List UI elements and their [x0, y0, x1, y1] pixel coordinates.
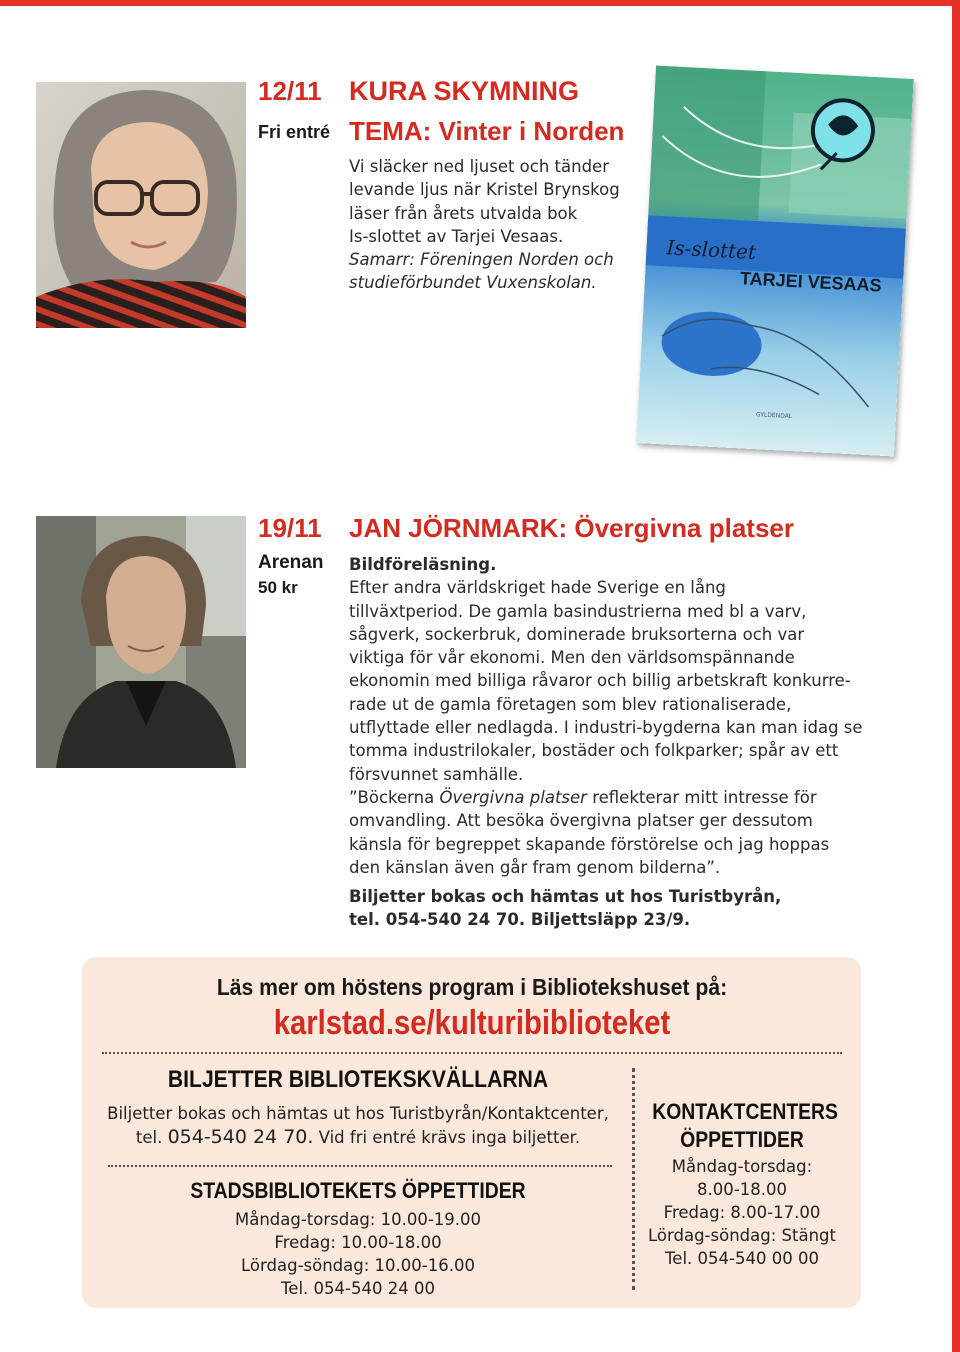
- event1-title: KURA SKYMNING: [349, 76, 580, 106]
- contact-hours-heading: [652, 1098, 838, 1154]
- event1-organizer: studieförbundet Vuxenskolan.: [349, 273, 597, 293]
- event2-tickets: tel. 054-540 24 70. Biljettsläpp 23/9.: [349, 910, 691, 930]
- event2-quote-line: omvandling. Att besöka övergivna platser ger dessutom: [349, 811, 813, 831]
- tickets-note: Vid fri entré krävs inga biljetter.: [313, 1128, 581, 1147]
- contact-heading-line: ÖPPETTIDER: [680, 1127, 804, 1152]
- contact-hours-line: 8.00-18.00: [697, 1180, 787, 1199]
- event2-line: tillväxtperiod. De gamla basindustrierna med bl a varv,: [349, 601, 807, 621]
- library-hours-line: Lördag-söndag: 10.00-16.00: [241, 1256, 475, 1275]
- contact-hours-line: Fredag: 8.00-17.00: [663, 1203, 821, 1222]
- event2-date: 19/11: [258, 513, 322, 543]
- library-hours-line: Måndag-torsdag: 10.00-19.00: [234, 1210, 482, 1229]
- tickets-heading: BILJETTER BIBLIOTEKSKVÄLLARNA: [167, 1066, 549, 1093]
- library-hours: [88, 1208, 628, 1300]
- event2-quote-line: känsla för begreppet skapande förstörelse och jag hoppas: [349, 834, 830, 854]
- book-publisher: GYLDENDAL: [755, 411, 793, 421]
- library-phone[interactable]: Tel. 054-540 24 00: [281, 1279, 435, 1298]
- event2-line: försvunnet samhälle.: [349, 764, 524, 784]
- library-hours-line: Fredag: 10.00-18.00: [274, 1233, 442, 1252]
- reader-photo: [36, 82, 246, 328]
- event1-line: Is-slottet av Tarjei Vesaas.: [349, 226, 564, 246]
- divider: [102, 1052, 842, 1054]
- divider: [632, 1068, 635, 1290]
- event2-line: tomma industrilokaler, bostäder och folkparker; spår av ett: [349, 741, 839, 761]
- event2-tickets: Biljetter bokas och hämtas ut hos Turistbyrån,: [349, 887, 782, 907]
- event1-entry: Fri entré: [258, 122, 331, 142]
- tickets-line: Biljetter bokas och hämtas ut hos Turistbyrån/Kontaktcenter,: [107, 1104, 609, 1123]
- program-link[interactable]: karlstad.se/kulturibiblioteket: [273, 1004, 671, 1042]
- event2-quote: [349, 786, 869, 809]
- contact-phone[interactable]: Tel. 054-540 00 00: [665, 1249, 819, 1268]
- book-author: TARJEI VESAAS: [739, 268, 883, 296]
- event2-price: 50 kr: [258, 578, 298, 597]
- quote-post: reflekterar mitt intresse för: [586, 787, 817, 807]
- event2-line: sågverk, sockerbruk, dominerade bruksorterna och var: [349, 624, 805, 644]
- contact-hours-line: Lördag-söndag: Stängt: [648, 1226, 836, 1245]
- tel-prefix: tel.: [135, 1128, 168, 1147]
- event1-date: 12/11: [258, 76, 322, 106]
- event2-title: JAN JÖRNMARK: Övergivna platser: [349, 513, 794, 543]
- event2-venue: Arenan: [258, 552, 324, 573]
- tickets-phone-line: [88, 1126, 628, 1149]
- contact-heading-line: KONTAKTCENTERS: [652, 1099, 838, 1124]
- tickets-phone[interactable]: 054-540 24 70.: [167, 1126, 314, 1148]
- event2-line: rade ut de gamla företagen som blev rationaliserade,: [349, 694, 792, 714]
- event1-theme: TEMA: Vinter i Norden: [349, 116, 625, 146]
- event2-line: viktiga för vår ekonomi. Men den världsomspännande: [349, 648, 795, 668]
- library-hours-heading: STADSBIBLIOTEKETS ÖPPETTIDER: [190, 1178, 526, 1203]
- info-lead: Läs mer om höstens program i Bibliotekshuset på:: [216, 974, 728, 1000]
- divider: [108, 1165, 612, 1167]
- event2-line: Efter andra världskriget hade Sverige en lång: [349, 578, 726, 598]
- speaker-photo: [36, 516, 246, 768]
- quote-pre: ”Böckerna: [349, 787, 440, 807]
- event1-organizer: Samarr: Föreningen Norden och: [349, 250, 614, 270]
- event1-line: läser från årets utvalda bok: [349, 203, 578, 223]
- event1-line: Vi släcker ned ljuset och tänder: [349, 157, 609, 176]
- event2-line: ekonomin med billiga råvaror och billig arbetskraft konkurre-: [349, 671, 851, 691]
- quote-book-title: Övergivna platser: [439, 787, 587, 807]
- event2-quote-line: den känslan även går fram genom bilderna”.: [349, 857, 721, 877]
- book-title: Is-slottet: [665, 235, 757, 264]
- event2-description: [349, 553, 869, 932]
- event2-line: utflyttade eller nedlagda. I industri-bygderna kan man idag se: [349, 718, 863, 738]
- contact-hours-line: Måndag-torsdag:: [671, 1157, 813, 1176]
- event1-line: levande ljus när Kristel Brynskog: [349, 180, 620, 200]
- book-cover: [636, 66, 913, 457]
- event1-description: [349, 155, 649, 295]
- contact-hours: [640, 1155, 844, 1270]
- event2-kind: Bildföreläsning.: [349, 555, 497, 574]
